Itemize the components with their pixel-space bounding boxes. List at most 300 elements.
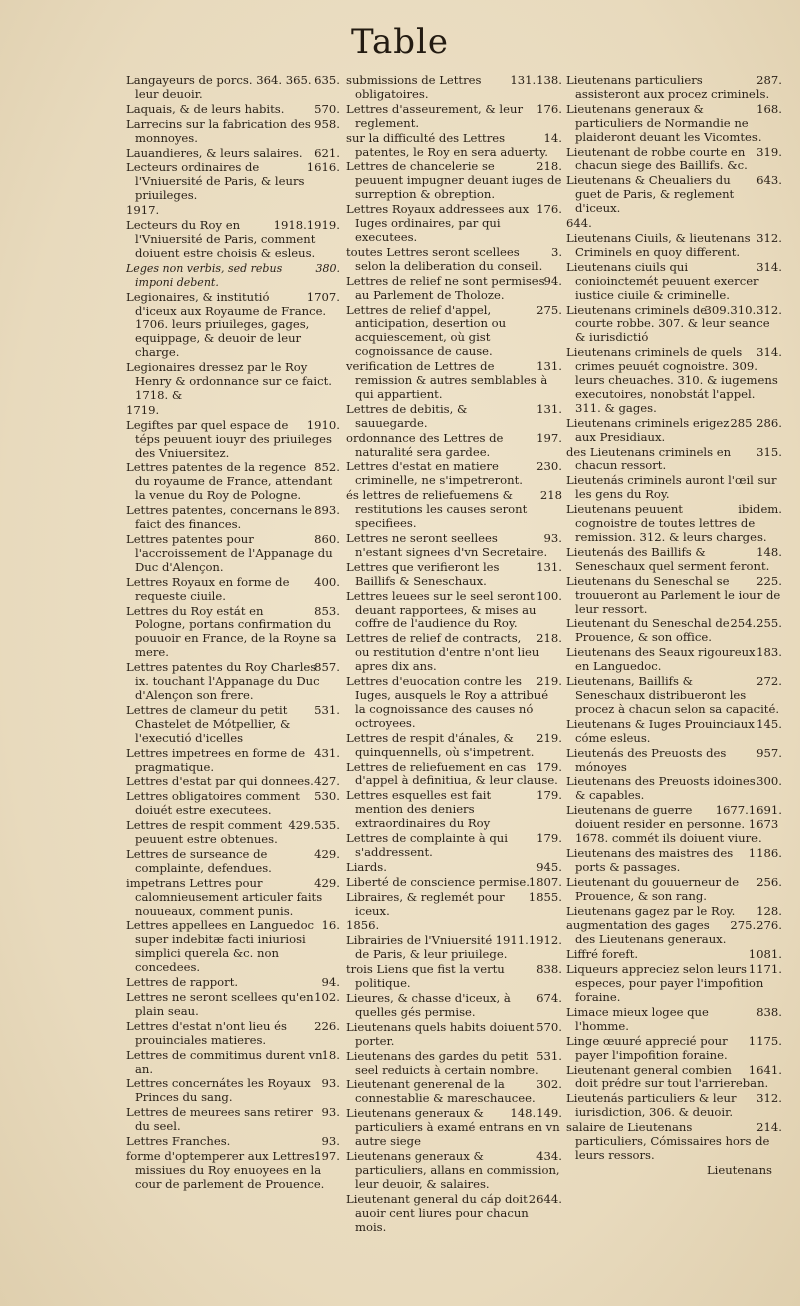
index-entry [566, 546, 782, 574]
entry-text: Lieutenans criminels de quels crimes peuuét cognoistre. 309. leurs cheuaches. 310. & iugemens executoires, nonobstát l'appel. 311. & gages. [566, 345, 778, 415]
page-reference: 145. [756, 716, 782, 731]
entry-text: Lieutenans criminels erigez aux Presidiaux. [566, 415, 730, 444]
page-reference: 857. [314, 660, 340, 675]
index-entry [126, 291, 340, 361]
index-entry [346, 1107, 562, 1149]
entry-text: Liqueurs appreciez selon leurs especes, pour payer l'impofition foraine. [566, 962, 764, 1004]
index-entry [346, 1078, 562, 1106]
page-reference: 100. [536, 588, 562, 603]
page-reference: 218. [536, 631, 562, 646]
page-reference: 3. [550, 244, 562, 259]
entry-text: Liberté de conscience permise. [346, 874, 530, 889]
index-entry [566, 905, 782, 919]
entry-text: Lieutenans des gardes du petit seel reduicts à certain nombre. [346, 1048, 539, 1077]
page-reference: 319. [756, 144, 782, 159]
entry-text: Lieutenant du gouuerneur de Prouence, & son rang. [566, 874, 740, 903]
index-entry [346, 832, 562, 860]
page-title: Table [350, 22, 450, 62]
entry-text: Lettres Franches. [126, 1134, 231, 1149]
page-reference: 314. [756, 345, 782, 360]
index-entry [346, 963, 562, 991]
entry-text: Limace mieux logee que l'homme. [566, 1004, 709, 1033]
index-entry [126, 1049, 340, 1077]
index-column-1 [126, 74, 340, 1193]
entry-text: Lauandieres, & leurs salaires. [126, 145, 303, 160]
page-reference: 315. [756, 444, 782, 459]
entry-text: Lettres patentes, concernans le faict des finances. [126, 503, 312, 532]
index-entry [346, 861, 562, 875]
index-entry [126, 775, 340, 789]
entry-text: Lettres patentes du Roy Charles ix. touchant l'Appanage du Duc d'Alençon son frere. [126, 660, 320, 702]
entry-text: 1856. [346, 918, 380, 933]
index-entry [566, 503, 782, 545]
page-reference: 427. [314, 774, 340, 789]
index-entry [566, 847, 782, 875]
index-entry [566, 775, 782, 803]
entry-text: Lettres Royaux addressees aux Iuges ordinaires, par qui executees. [346, 202, 530, 244]
entry-text: Lettres de surseance de complainte, defendues. [126, 846, 272, 875]
page-reference: 102. [314, 990, 340, 1004]
index-entry [126, 747, 340, 775]
index-entry [566, 963, 782, 1005]
page-reference: 429.535. [288, 818, 340, 833]
index-entry [566, 948, 782, 962]
index-entry [126, 504, 340, 532]
entry-text: Lieutenans generaux & particuliers de Normandie ne plaideront deuant les Vicomtes. [566, 101, 762, 144]
page-reference: 218. [536, 159, 562, 174]
page-reference: 275.276. [730, 918, 782, 933]
page-reference: 312. [756, 230, 782, 245]
page-reference: 131. [536, 559, 562, 574]
entry-text: 1719. [126, 402, 160, 417]
page-reference: 256. [756, 874, 782, 889]
index-entry [126, 361, 340, 403]
index-entry [126, 919, 340, 975]
index-entry [126, 1135, 340, 1149]
page-reference: 275. [536, 302, 562, 317]
page-reference: 1171. [748, 962, 782, 977]
page-reference: 285 286. [730, 415, 782, 430]
index-entry [346, 532, 562, 560]
page-reference: 1081. [748, 947, 782, 962]
entry-text: Lieutenans du Seneschal se trouueront au Parlement le iour de leur ressort. [566, 573, 781, 616]
index-entry [346, 992, 562, 1020]
page-reference: 179. [536, 759, 562, 774]
index-entry [566, 747, 782, 775]
entry-text: Lettres concernátes les Royaux Princes du sang. [126, 1076, 311, 1105]
index-entry [346, 1021, 562, 1049]
index-entry [346, 304, 562, 360]
page-reference: 1186. [748, 845, 782, 860]
entry-text: Lettres patentes pour l'accroissement de l'Appanage du Duc d'Alençon. [126, 532, 333, 574]
index-entry [346, 732, 562, 760]
index-entry [566, 919, 782, 947]
entry-text: Lieutenant du Seneschal de Prouence, & son office. [566, 616, 730, 645]
entry-text: Lieutenans & Iuges Prouinciaux cóme esleus. [566, 716, 755, 745]
page-reference: 1855. [528, 889, 562, 904]
entry-text: Lieutenans criminels de courte robbe. 307. & leur seance & iurisdictió [566, 302, 770, 345]
page-reference: 852. [314, 460, 340, 475]
entry-text: Lieutenans des Seaux rigoureux en Languedoc. [566, 645, 756, 674]
index-entry [566, 261, 782, 303]
index-entry [126, 819, 340, 847]
catchword: Lieutenans [706, 1162, 772, 1177]
entry-text: Lettres obligatoires comment doiuét estre executees. [126, 789, 300, 818]
index-entry [126, 877, 340, 919]
entry-text: Lettres de relief d'appel, anticipation, desertion ou acquiescement, où gist cognoissance de cause. [346, 302, 507, 359]
page-reference: 128. [756, 903, 782, 918]
entry-text: Lieutenans de guerre doiuent resider en personne. 1673 1678. commét ils doiuent viure. [566, 803, 779, 846]
entry-text: augmentation des gages des Lieutenans generaux. [566, 918, 727, 947]
page-reference: 1807. [528, 874, 562, 889]
page-reference: 218 [539, 488, 562, 503]
entry-text: Legionaires dressez par le Roy Henry & ordonnance sur ce faict. 1718. & [126, 360, 332, 402]
index-entry [126, 991, 340, 1019]
index-entry [346, 203, 562, 245]
entry-text: Lettres appellees en Languedoc super indebitæ facti iniuriosi simplici querela &c. non concedees. [126, 918, 315, 975]
index-entry [346, 360, 562, 402]
entry-text: Lettres leuees sur le seel seront deuant rapportees, & mises au coffre de l'audience du Roy. [346, 588, 537, 631]
page-reference: 214. [756, 1120, 782, 1135]
index-entry [346, 632, 562, 674]
index-entry [346, 761, 562, 789]
index-entry [126, 848, 340, 876]
page-reference: 179. [536, 831, 562, 846]
entry-text: Lettres esquelles est fait mention des deniers extraordinaires du Roy [346, 788, 492, 831]
page-reference: 287. [756, 73, 782, 87]
index-entry [566, 876, 782, 904]
entry-text: Lettres d'estat par qui donnees. [126, 774, 314, 789]
entry-text: Lecteurs du Roy en l'Vniuersité de Paris, comment doiuent estre choisis & esleus. [126, 218, 316, 260]
index-entry [346, 432, 562, 460]
page-reference: 674. [536, 991, 562, 1005]
page-reference: 1707. [306, 289, 340, 304]
page-reference: 131. [536, 359, 562, 374]
page-reference: 429. [314, 846, 340, 861]
page-reference: 431. [314, 745, 340, 760]
page-reference: 94. [543, 273, 562, 288]
index-entry [566, 675, 782, 717]
page-reference: 2644. [528, 1191, 562, 1206]
page-reference: 168. [756, 101, 782, 116]
entry-text: 1917. [126, 203, 160, 218]
entry-text: Laquais, & de leurs habits. [126, 101, 285, 116]
page-reference: 570. [314, 101, 340, 116]
entry-text: Lieutenant general combien doit prédre sur tout l'arriereban. [566, 1062, 769, 1091]
page-reference: 131.138. [510, 73, 562, 87]
page-reference: 838. [756, 1004, 782, 1019]
index-entry [346, 789, 562, 831]
index-entry [126, 419, 340, 461]
index-entry [126, 103, 340, 117]
page-reference: 197. [536, 430, 562, 445]
page-reference: 643. [756, 173, 782, 188]
index-entry [126, 161, 340, 203]
index-entry [566, 103, 782, 145]
entry-text: Lieutenant general du cáp doit auoir cent liures pour chacun mois. [346, 1191, 529, 1234]
index-entry [346, 246, 562, 274]
entry-text: Langayeurs de porcs. 364. 365. leur deuoir. [126, 73, 312, 101]
index-entry [566, 1121, 782, 1163]
page-reference: 531. [536, 1048, 562, 1063]
entry-text: salaire de Lieutenans particuliers, Cómissaires hors de leurs ressors. [566, 1120, 770, 1162]
index-entry [346, 160, 562, 202]
page-reference: 1910. [306, 417, 340, 432]
index-entry [566, 146, 782, 174]
entry-text: Lieures, & chasse d'iceux, à quelles gés permise. [346, 991, 511, 1019]
page-reference: 312. [756, 1091, 782, 1106]
index-entry [566, 474, 782, 502]
page-reference: 1641. [748, 1062, 782, 1077]
page-reference: 309.310.312. [704, 302, 782, 317]
entry-text: Lettres de commitimus durent vn an. [126, 1047, 323, 1076]
page-reference: 434. [536, 1148, 562, 1163]
index-entry [126, 219, 340, 261]
entry-text: Lettres ne seront seellees n'estant signees d'vn Secretaire. [346, 531, 548, 559]
index-entry [346, 74, 562, 102]
entry-text: Lieutenans, Baillifs & Seneschaux distribueront les procez à chacun selon sa capacité. [566, 674, 780, 716]
page-reference: 183. [756, 645, 782, 660]
index-entry [126, 1106, 340, 1134]
page-reference: 1175. [748, 1033, 782, 1048]
page-reference: 945. [536, 859, 562, 874]
page-reference: 230. [536, 459, 562, 474]
index-entry [126, 576, 340, 604]
page-reference: 314. [756, 259, 782, 274]
entry-text: Lieutenans particuliers assisteront aux procez criminels. [566, 73, 770, 101]
entry-text: Lieutenant generenal de la connestablie & mareschaucee. [346, 1077, 536, 1106]
page-reference: 1616. [306, 160, 340, 175]
entry-text: Lettres de rapport. [126, 975, 239, 990]
index-entry [126, 262, 340, 290]
page-reference: 893. [314, 503, 340, 518]
index-entry [346, 1150, 562, 1192]
index-entry [566, 646, 782, 674]
page-reference: 838. [536, 962, 562, 977]
page-reference: 570. [536, 1019, 562, 1034]
entry-text: Lettres de respit comment peuuent estre obtenues. [126, 818, 283, 847]
entry-text: Lieutenant de robbe courte en chacun siege des Baillifs. &c. [566, 144, 748, 173]
index-entry [126, 1150, 340, 1192]
page-reference: 197. [314, 1148, 340, 1163]
page-reference: 380. [315, 261, 340, 275]
index-entry [126, 404, 340, 418]
page-reference: 94. [321, 975, 340, 990]
entry-text: Lettres de reliefuement en cas d'appel à definitiua, & leur clause. [346, 759, 558, 788]
index-entry [566, 1064, 782, 1092]
index-entry [126, 461, 340, 503]
page-reference: 219. [536, 674, 562, 689]
page-reference: 429. [314, 875, 340, 890]
index-entry [346, 891, 562, 919]
index-entry [126, 147, 340, 161]
page-reference: 400. [314, 574, 340, 589]
page-reference: 1918.1919. [273, 218, 340, 233]
entry-text: Legiftes par quel espace de téps peuuent iouyr des priuileges des Vniuersitez. [126, 417, 332, 460]
index-entry [566, 417, 782, 445]
entry-text: Lettres d'asseurement, & leur reglement. [346, 101, 524, 130]
index-entry [566, 304, 782, 346]
index-entry [126, 661, 340, 703]
entry-text: Lieutenans quels habits doiuent porter. [346, 1019, 535, 1048]
page-reference: 18. [321, 1047, 340, 1062]
index-entry [126, 605, 340, 661]
page-reference: 957. [756, 745, 782, 760]
entry-text: des Lieutenans criminels en chacun ressort. [566, 444, 732, 473]
page-reference: 93. [321, 1105, 340, 1120]
entry-text: Lettres d'euocation contre les Iuges, ausquels le Roy a attribué la cognoissance des causes nó octroyees. [346, 674, 549, 730]
page-reference: 225. [756, 573, 782, 588]
entry-text: trois Liens que fist la vertu politique. [346, 962, 505, 991]
entry-text: Lettres de clameur du petit Chastelet de Mótpellier, & l'executió d'icelles [126, 702, 291, 745]
page-reference: ibidem. [738, 502, 782, 517]
entry-text: Lettres de respit d'ánales, & quinquennells, où s'impetrent. [346, 730, 535, 759]
index-entry [566, 346, 782, 416]
index-entry [346, 1050, 562, 1078]
entry-text: Libraires, & reglemét pour iceux. [346, 889, 505, 918]
entry-text: Lettres d'estat en matiere criminelle, ne s'impetreront. [346, 459, 523, 488]
index-entry [566, 575, 782, 617]
page-reference: 219. [536, 730, 562, 745]
entry-text: toutes Lettres seront scellees selon la deliberation du conseil. [346, 244, 543, 273]
entry-text: Lieutenás particuliers & leur iurisdiction, 306. & deuoir. [566, 1091, 737, 1120]
page-reference: 93. [321, 1134, 340, 1149]
entry-text: Lettres du Roy estát en Pologne, portans confirmation du pouuoir en France, de la Royne sa mere. [126, 603, 337, 660]
page-reference: 93. [543, 531, 562, 545]
page-reference: 621. [314, 145, 340, 160]
entry-text: Lettres de relief de contracts, ou restitution d'entre n'ont lieu apres dix ans. [346, 631, 540, 674]
index-column-3 [566, 74, 782, 1178]
index-entry [126, 204, 340, 218]
index-entry [346, 1193, 562, 1235]
index-entry [346, 876, 562, 890]
entry-text: Librairies de l'Vniuersité de Paris, & leur priuilege. [346, 933, 508, 962]
page-reference: 16. [321, 918, 340, 933]
index-entry [346, 460, 562, 488]
page-reference: 226. [314, 1018, 340, 1033]
page-reference: 176. [536, 101, 562, 116]
index-entry [126, 533, 340, 575]
index-entry [566, 804, 782, 846]
page-reference: 635. [314, 73, 340, 87]
index-entry [566, 74, 782, 102]
entry-text: submissions de Lettres obligatoires. [346, 73, 482, 101]
entry-text: Lieutenans & Cheualiers du guet de Paris, & reglement d'iceux. [566, 173, 735, 216]
entry-text: sur la difficulté des Lettres patentes, le Roy en sera aduerty. [346, 130, 548, 159]
entry-text: és lettres de reliefuemens & restitutions les causes seront specifiees. [346, 488, 528, 531]
page-reference: 131. [536, 401, 562, 416]
index-entry [566, 1035, 782, 1063]
entry-text: Lieutenans Ciuils, & lieutenans Criminels en quoy different. [566, 230, 751, 259]
page-reference: 958. [314, 116, 340, 131]
index-entry [566, 232, 782, 260]
entry-text: Leges non verbis, sed rebus imponi debent. [126, 261, 283, 289]
entry-text: 644. [566, 216, 592, 231]
entry-text: Lieutenás des Preuosts des mónoyes [566, 745, 727, 774]
index-entry [346, 590, 562, 632]
page-reference: 853. [314, 603, 340, 618]
entry-text: ordonnance des Lettres de naturalité sera gardee. [346, 430, 504, 459]
entry-text: Lecteurs ordinaires de l'Vniuersité de Paris, & leurs priuileges. [126, 160, 305, 203]
index-entry [346, 275, 562, 303]
page-reference: 531. [314, 702, 340, 717]
index-entry [566, 617, 782, 645]
index-entry [126, 976, 340, 990]
page-reference: 148. [756, 544, 782, 559]
entry-text: Lieutenans generaux & particuliers à examé entrans en vn autre siege [346, 1106, 560, 1149]
entry-text: Liards. [346, 859, 387, 874]
index-entry [126, 118, 340, 146]
page-reference: 530. [314, 789, 340, 804]
index-column-2 [346, 74, 562, 1235]
index-entry [566, 1006, 782, 1034]
page-reference: 272. [756, 674, 782, 689]
entry-text: Lieutenás des Baillifs & Seneschaux quel serment feront. [566, 544, 770, 573]
page-reference: 148.149. [510, 1106, 562, 1121]
index-entry [346, 561, 562, 589]
index-entry [126, 790, 340, 818]
index-entry [346, 403, 562, 431]
page-reference: 176. [536, 202, 562, 217]
entry-text: Lettres de chancelerie se peuuent impugner deuant iuges de surreption & obreption. [346, 159, 562, 202]
entry-text: Lettres de relief ne sont permises au Parlement de Tholoze. [346, 273, 545, 302]
page-reference: 1911.1912. [495, 933, 562, 948]
entry-text: Lettres de meurees sans retirer du seel. [126, 1105, 313, 1134]
index-entry [566, 217, 782, 231]
entry-text: Lieutenans ciuils qui conioinctemét peuuent exercer iustice ciuile & criminelle. [566, 259, 759, 302]
index-entry [126, 74, 340, 102]
entry-text: Lieutenans des maistres des ports & passages. [566, 845, 734, 874]
page-reference: 302. [536, 1077, 562, 1092]
entry-text: impetrans Lettres pour calomnieusement articuler faits nouueaux, comment punis. [126, 875, 323, 918]
entry-text: Larrecins sur la fabrication des monnoyes. [126, 116, 311, 145]
index-entry [566, 174, 782, 216]
page-reference: 860. [314, 532, 340, 546]
page-reference: 300. [756, 774, 782, 789]
index-entry [346, 132, 562, 160]
entry-text: forme d'optemperer aux Lettres missiues du Roy enuoyees en la cour de parlement de Prouence. [126, 1148, 325, 1191]
entry-text: Lettres Royaux en forme de requeste ciuile. [126, 574, 290, 603]
entry-text: Lieutenans des Preuosts idoines & capables. [566, 774, 756, 803]
entry-text: Lieutenans peuuent cognoistre de toutes lettres de remission. 312. & leurs charges. [566, 502, 767, 544]
index-entry [566, 446, 782, 474]
index-entry [566, 1092, 782, 1120]
entry-text: Lieutenans gagez par le Roy. [566, 903, 736, 918]
page-reference: 1677.1691. [715, 803, 782, 818]
entry-text: Lettres d'estat n'ont lieu és prouinciales matieres. [126, 1018, 287, 1047]
entry-text: Lettres de debitis, & sauuegarde. [346, 401, 468, 430]
entry-text: Linge œuuré apprecié pour payer l'impofition foraine. [566, 1033, 728, 1062]
index-entry [346, 919, 562, 933]
index-entry [346, 489, 562, 531]
entry-text: Lieutenans generaux & particuliers, allans en commission, leur deuoir, & salaires. [346, 1148, 560, 1191]
index-entry [346, 103, 562, 131]
index-entry [126, 704, 340, 746]
index-entry [566, 718, 782, 746]
entry-text: Legionaires, & institutió d'iceux aux Royaume de France. 1706. leurs priuileges, gages, equippage, & deuoir de leur charge. [126, 289, 327, 360]
entry-text: Lettres ne seront scellees qu'en plain seau. [126, 990, 314, 1018]
entry-text: Liffré foreft. [566, 947, 639, 962]
entry-text: verification de Lettres de remission & autres semblables à qui appartient. [346, 359, 548, 401]
entry-text: Lieutenás criminels auront l'œil sur les gens du Roy. [566, 473, 777, 502]
index-entry [346, 934, 562, 962]
entry-text: Lettres impetrees en forme de pragmatique. [126, 745, 306, 774]
index-entry [126, 1077, 340, 1105]
page-reference: 14. [543, 130, 562, 145]
page-reference: 93. [321, 1076, 340, 1091]
page-reference: 254.255. [730, 616, 782, 631]
index-entry [346, 675, 562, 731]
